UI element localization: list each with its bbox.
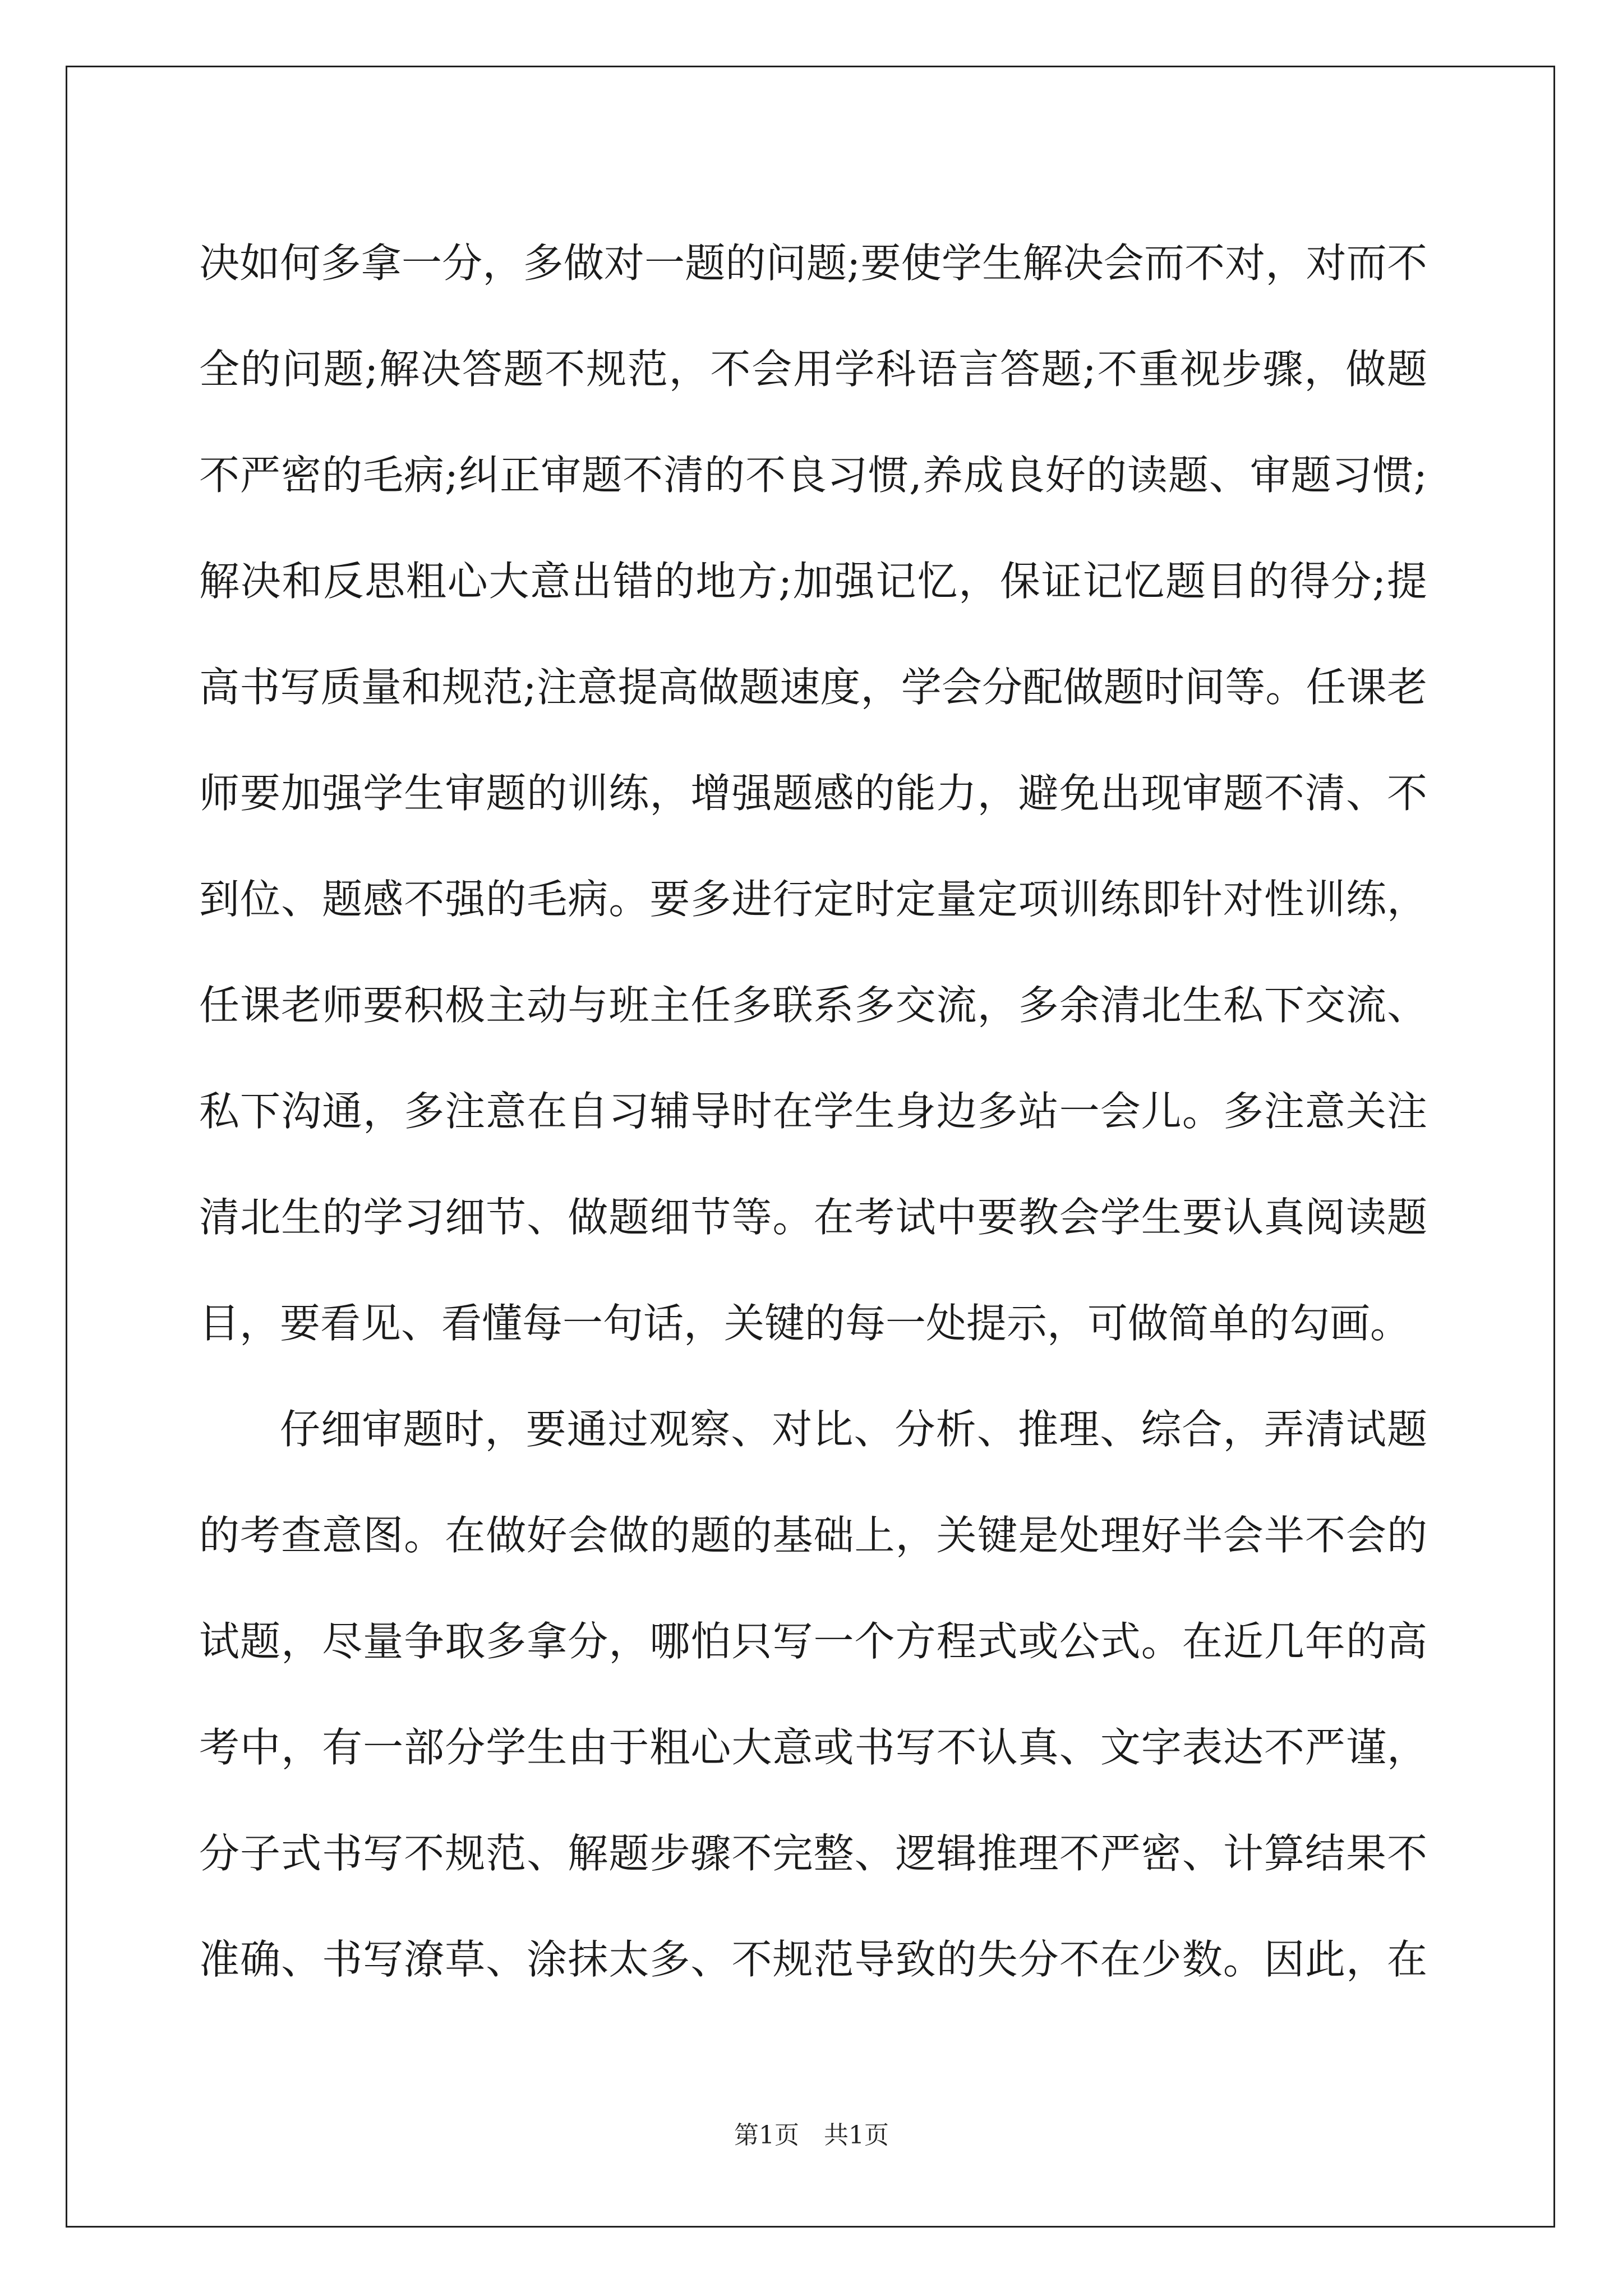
- text-line: 的考查意图。在做好会做的题的基础上，关键是处理好半会半不会的: [199, 1512, 1427, 1559]
- text-line: 分子式书写不规范、解题步骤不完整、逻辑推理不严密、计算结果不: [199, 1830, 1427, 1877]
- text-line: 师要加强学生审题的训练，增强题感的能力，避免出现审题不清、不: [199, 770, 1427, 817]
- text-line: 试题，尽量争取多拿分，哪怕只写一个方程式或公式。在近几年的高: [199, 1618, 1427, 1665]
- text-line: 高书写质量和规范;注意提高做题速度，学会分配做题时间等。任课老: [199, 664, 1427, 711]
- document-body: [199, 210, 1427, 2013]
- page-footer: [0, 2115, 1623, 2151]
- text-line: 清北生的学习细节、做题细节等。在考试中要教会学生要认真阅读题: [199, 1194, 1427, 1241]
- page-number: 第1页: [734, 2121, 799, 2150]
- text-line: 决如何多拿一分，多做对一题的问题;要使学生解决会而不对，对而不: [199, 240, 1427, 287]
- text-line: 目，要看见、看懂每一句话，关键的每一处提示，可做简单的勾画。: [199, 1300, 1411, 1347]
- paragraph: [199, 1377, 1427, 2013]
- text-line: 仔细审题时，要通过观察、对比、分析、推理、综合，弄清试题: [280, 1406, 1427, 1453]
- paragraph: [199, 210, 1427, 1377]
- text-line: 不严密的毛病;纠正审题不清的不良习惯,养成良好的读题、审题习惯;: [199, 452, 1427, 499]
- text-line: 考中，有一部分学生由于粗心大意或书写不认真、文字表达不严谨，: [199, 1724, 1427, 1771]
- text-line: 任课老师要积极主动与班主任多联系多交流，多余清北生私下交流、: [199, 982, 1427, 1029]
- text-line: 解决和反思粗心大意出错的地方;加强记忆，保证记忆题目的得分;提: [199, 558, 1427, 605]
- text-line: 私下沟通，多注意在自习辅导时在学生身边多站一会儿。多注意关注: [199, 1088, 1427, 1135]
- text-line: 到位、题感不强的毛病。要多进行定时定量定项训练即针对性训练，: [199, 876, 1427, 923]
- text-line: 准确、书写潦草、涂抹太多、不规范导致的失分不在少数。因此，在: [199, 1936, 1427, 1983]
- text-line: 全的问题;解决答题不规范，不会用学科语言答题;不重视步骤，做题: [199, 346, 1427, 393]
- page-total: 共1页: [824, 2121, 889, 2150]
